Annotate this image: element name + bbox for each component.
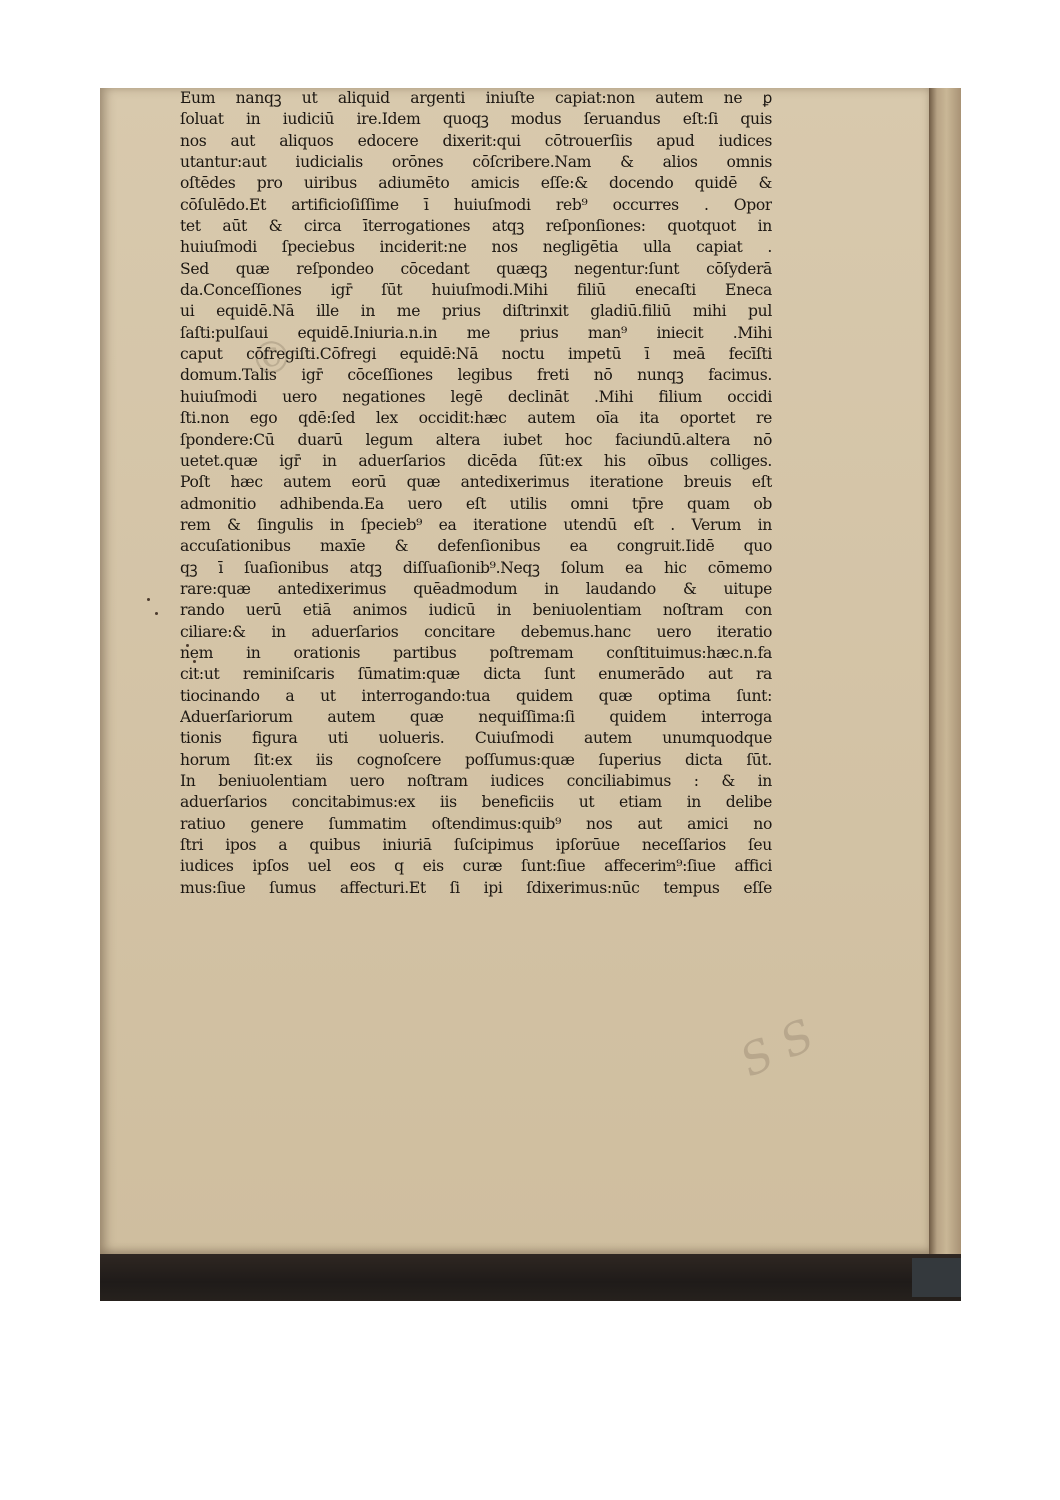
text-line: utantur:aut iudicialis orōnes cōſcribere.Nam & alios omnis	[180, 153, 772, 172]
text-line: uetet.quæ igr̄ in aduerſarios dicēda ſūt:ex his oībus colliges.	[180, 451, 772, 470]
text-line: huiuſmodi uero negationes legē declināt .Mihi filium occidi	[180, 387, 772, 406]
text-line: ſtri ipos a quibus iniuriā ſuſcipimus ipſorūue neceſſarios ſeu	[180, 836, 772, 855]
text-line: ui equidē.Nā ille in me prius diſtrinxit gladiū.filiū mihi pul	[180, 302, 772, 321]
text-line: ciliare:& in aduerſarios concitare debemus.hanc uero iteratio	[180, 622, 772, 641]
text-line: nos aut aliquos edocere dixerit:qui cōtrouerſiis apud iudices	[180, 131, 772, 150]
text-line: oſtēdes pro uiribus adiumēto amicis eſſe:& docendo quidē &	[180, 174, 772, 193]
text-line: cit:ut reminiſcaris ſūmatim:quæ dicta ſunt enumerādo aut ra	[180, 665, 772, 684]
text-line: tionis figura uti uolueris. Cuiuſmodi autem unumquodque	[180, 729, 772, 748]
text-block	[180, 88, 772, 899]
text-line: mus:ſiue ſumus affecturi.Et ſi ipi ſdixerimus:nūc tempus eſſe	[180, 878, 772, 897]
text-line: ſoluat in iudiciū ire.Idem quoqꝫ modus ſeruandus eſt:ſi quis	[180, 110, 772, 129]
text-line: iudices ipſos uel eos q eis curæ ſunt:ſiue affecerim⁹:ſiue affici	[180, 857, 772, 876]
text-line: aduerſarios concitabimus:ex iis beneficiis ut etiam in delibe	[180, 793, 772, 812]
text-line: ſaſti:pulſaui equidē.Iniuria.n.in me prius man⁹ iniecit .Mihi	[180, 323, 772, 342]
text-line: rare:quæ antedixerimus quēadmodum in laudando & uitupe	[180, 579, 772, 598]
text-line: ſpondere:Cū duarū legum altera iubet hoc faciundū.altera nō	[180, 430, 772, 449]
text-line: Sed quæ reſpondeo cōcedant quæqꝫ negentur:ſunt cōſyderā	[180, 259, 772, 278]
text-line: accuſationibus maxīe & defenſionibus ea congruit.Iidē quo	[180, 537, 772, 556]
text-line: huiuſmodi ſpeciebus inciderit:ne nos negligētia ulla capiat .	[180, 238, 772, 257]
text-line: ſti.non ego qdē:ſed lex occidit:hæc autem oīa ita oportet re	[180, 409, 772, 428]
text-line: horum ſit:ex iis cognoſcere poſſumus:quæ ſuperius dicta ſūt.	[180, 750, 772, 769]
text-line: In beniuolentiam uero noſtram iudices conciliabimus : & in	[180, 772, 772, 790]
text-line: Eum nanqꝫ ut aliquid argenti iniuſte capiat:non autem ne ꝑ	[180, 89, 772, 107]
text-line: Aduerſariorum autem quæ nequiſſima:ſi quidem interroga	[180, 707, 772, 726]
text-line: domum.Talis igr̄ cōceſſiones legibus freti nō nunqꝫ facimus.	[180, 366, 772, 385]
library-stamp: ©	[243, 327, 301, 390]
text-line: da.Conceſſiones igr̄ ſūt huiuſmodi.Mihi filiū enecaſti Eneca	[180, 281, 772, 300]
text-line: rando uerū etiā animos iudicū in beniuolentiam noſtram con	[180, 601, 772, 620]
text-line: ratiuo genere ſummatim oſtendimus:quib⁹ nos aut amici no	[180, 814, 772, 833]
text-line: rem & ſingulis in ſpecieb⁹ ea iteratione utendū eſt . Verum in	[180, 515, 772, 534]
ink-speck	[147, 598, 150, 601]
text-line: cōſulēdo.Et artificioſiſſime ī huiuſmodi reb⁹ occurres . Opor	[180, 195, 772, 214]
page-edge	[929, 88, 961, 1254]
ink-speck	[155, 612, 158, 615]
text-line: qꝫ ī ſuaſionibus atqꝫ diſſuaſionib⁹.Neqꝫ ſolum ea hic cōmemo	[180, 558, 772, 577]
text-line: tet aūt & circa īterrogationes atqꝫ reſponſiones: quotquot in	[180, 217, 772, 236]
text-line: caput cōfregiſti.Cōfregi equidē:Nā noctu impetū ī meā fecīſti	[180, 345, 772, 364]
text-line: nem in orationis partibus poſtremam conſtituimus:hæc.n.fa	[180, 643, 772, 662]
text-line: admonitio adhibenda.Ea uero eſt utilis omni tp̄re quam ob	[180, 494, 772, 513]
library-stamp: S S	[732, 1009, 822, 1088]
book-cover-edge	[100, 1254, 961, 1301]
text-line: Poſt hæc autem eorū quæ antedixerimus iteratione breuis eſt	[180, 473, 772, 492]
text-line: tiocinando a ut interrogando:tua quidem quæ optima ſunt:	[180, 686, 772, 705]
